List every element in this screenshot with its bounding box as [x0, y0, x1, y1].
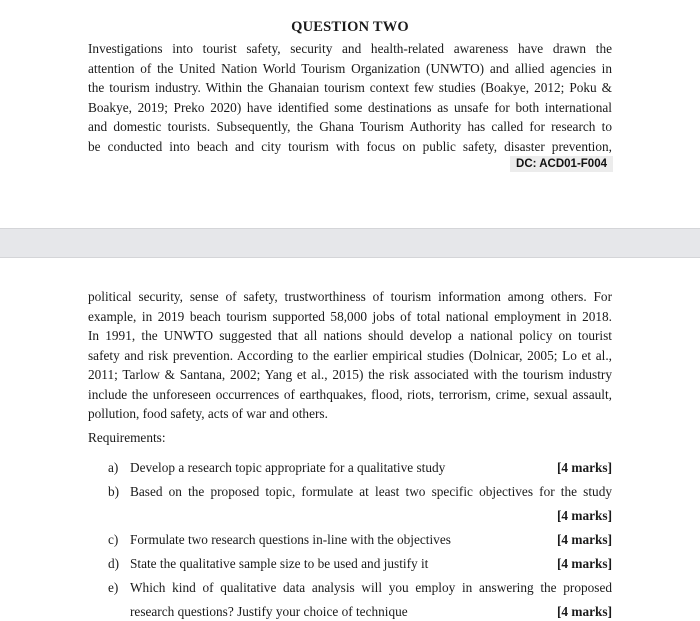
paragraph-line: the tourism industry. Within the Ghanaian tourism context few studies (Boakye, 2012; Poku & [88, 80, 612, 95]
requirement-marks: [4 marks] [556, 508, 612, 523]
requirement-marks: [4 marks] [556, 604, 612, 619]
document-code-badge: DC: ACD01-F004 [510, 156, 613, 172]
paragraph-line: include the unforeseen occurrences of earthquakes, flood, riots, terrorism, crime, sexual assault, [88, 386, 612, 402]
requirement-marks: [4 marks] [556, 556, 612, 571]
requirement-label: a) [108, 460, 119, 475]
requirement-text: Formulate two research questions in-line with the objectives [130, 532, 451, 547]
requirement-item-b [108, 482, 612, 526]
intro-paragraph [88, 39, 612, 156]
requirement-text: Based on the proposed topic, formulate at least two specific objectives for the study [130, 484, 612, 499]
requirements-heading: Requirements: [88, 430, 166, 445]
question-title: QUESTION TWO [291, 19, 409, 35]
requirement-label: e) [108, 580, 119, 595]
paragraph-line: Boakye, 2019; Preko 2020) have identified some destinations as unsafe for both international [88, 99, 612, 115]
continued-paragraph [88, 287, 612, 424]
requirement-marks: [4 marks] [556, 460, 612, 475]
requirement-label: b) [108, 484, 120, 499]
paragraph-line: political security, sense of safety, trustworthiness of tourism information among others. For [88, 289, 612, 304]
paragraph-line: In 1991, the UNWTO suggested that all nations should develop a national policy on tourist [88, 328, 612, 343]
paragraph-line: and domestic tourists. Subsequently, the Ghana Tourism Authority has called for research to [88, 119, 612, 134]
paragraph-line: Investigations into tourist safety, security and health-related awareness have drawn the [88, 41, 612, 56]
requirement-label: d) [108, 556, 120, 571]
paragraph-line: example, in 2019 beach tourism supported 58,000 jobs of total national employment in 2018. [88, 308, 612, 324]
requirement-item-e [108, 578, 612, 618]
paragraph-line: 2011; Tarlow & Santana, 2002; Yang et al., 2015) the risk associated with the tourism industry [88, 367, 612, 382]
paragraph-line: be conducted into beach and city tourism with focus on public safety, disaster prevention, [88, 138, 612, 154]
requirement-text: Which kind of qualitative data analysis will you employ in answering the proposed [130, 580, 612, 595]
requirement-label: c) [108, 532, 119, 547]
requirement-marks: [4 marks] [556, 532, 612, 547]
page-break-gap [0, 228, 700, 258]
paragraph-line: safety and risk prevention. According to the earlier empirical studies (Dolnicar, 2005; Lo et al., [88, 347, 612, 363]
paragraph-line: attention of the United Nation World Tourism Organization (UNWTO) and allied agencies in [88, 60, 612, 76]
requirement-text-continued: research questions? Justify your choice of technique [130, 604, 408, 619]
paragraph-line: pollution, food safety, acts of war and others. [88, 406, 328, 421]
requirement-text: Develop a research topic appropriate for a qualitative study [130, 460, 446, 475]
requirement-text: State the qualitative sample size to be used and justify it [130, 556, 429, 571]
